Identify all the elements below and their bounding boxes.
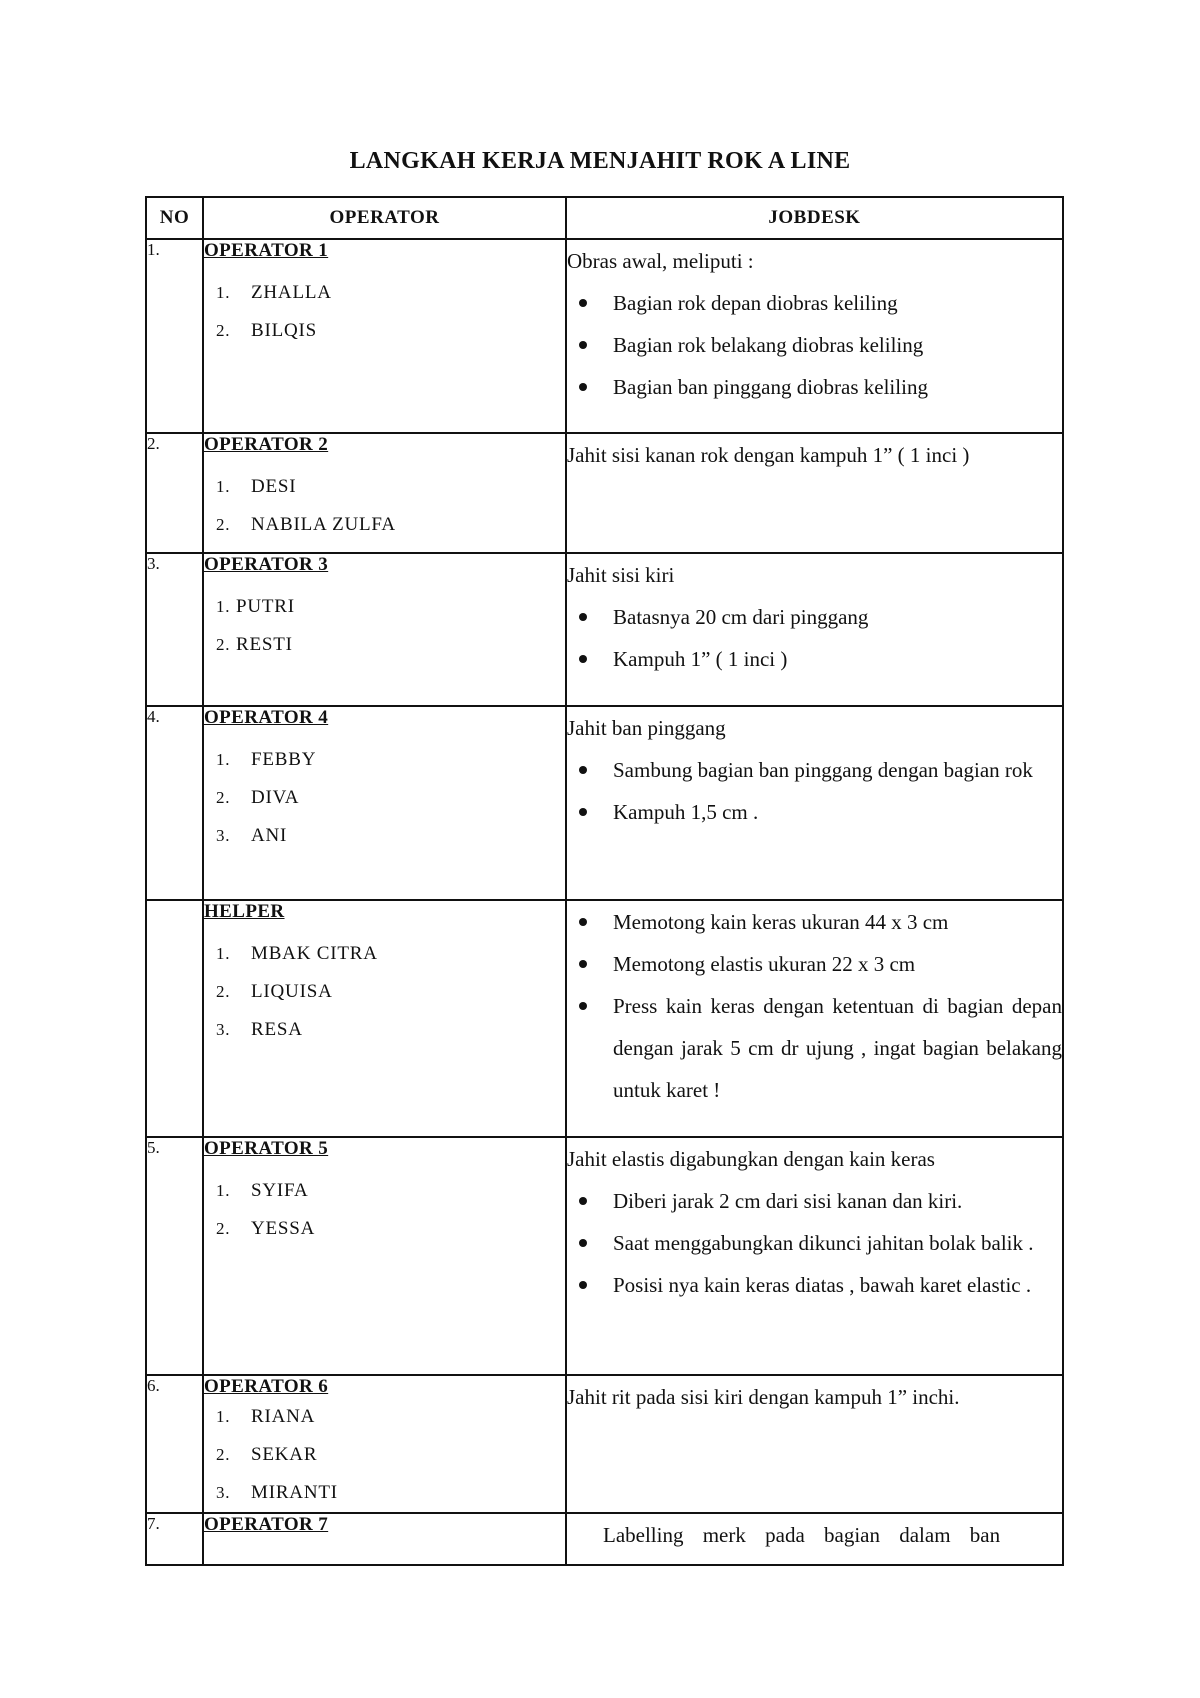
member-list [204, 741, 565, 855]
member-name: MIRANTI [251, 1482, 338, 1503]
job-table [145, 196, 1064, 1566]
member-list [204, 588, 565, 664]
task-list [567, 1180, 1062, 1306]
operator-name: OPERATOR 1 [204, 240, 329, 261]
jobdesk-intro: Jahit ban pinggang [567, 716, 726, 740]
member-number: 1. [216, 944, 231, 963]
task-item: Memotong elastis ukuran 22 x 3 cm [567, 943, 1062, 985]
member-name: DESI [251, 476, 297, 497]
task-list [567, 749, 1062, 833]
member-name: RESA [251, 1019, 303, 1040]
member-number: 2. [216, 788, 231, 807]
task-item: Bagian ban pinggang diobras keliling [567, 366, 1062, 408]
member-name: SEKAR [251, 1444, 318, 1465]
jobdesk-cell [566, 433, 1063, 553]
jobdesk-intro: Jahit elastis digabungkan dengan kain keras [567, 1147, 935, 1171]
member-number: 1. [216, 1407, 231, 1426]
member-number: 2. [216, 1219, 231, 1238]
member-number: 2. [216, 982, 231, 1001]
jobdesk-intro: Jahit rit pada sisi kiri dengan kampuh 1” inchi. [567, 1385, 960, 1409]
member-name: PUTRI [236, 596, 295, 617]
member-item [204, 1436, 565, 1474]
member-item [204, 817, 565, 855]
member-name: LIQUISA [251, 981, 333, 1002]
operator-cell [203, 553, 566, 706]
member-number: 3. [216, 826, 231, 845]
row-number: 2. [146, 433, 203, 553]
task-item: Saat menggabungkan dikunci jahitan bolak balik . [567, 1222, 1062, 1264]
jobdesk-cell [566, 706, 1063, 900]
member-item [204, 312, 565, 350]
table-row [146, 553, 1063, 706]
member-item [204, 588, 565, 626]
member-name: YESSA [251, 1218, 316, 1239]
jobdesk-cell [566, 1513, 1063, 1565]
task-item: Kampuh 1,5 cm . [567, 791, 1062, 833]
member-number: 2. [216, 635, 231, 654]
task-item: Batasnya 20 cm dari pinggang [567, 596, 1062, 638]
member-list [204, 1172, 565, 1248]
member-number: 3. [216, 1483, 231, 1502]
member-item [204, 1172, 565, 1210]
task-list [567, 901, 1062, 1111]
operator-cell [203, 1137, 566, 1375]
member-number: 1. [216, 597, 231, 616]
jobdesk-cell [566, 239, 1063, 433]
task-item: Memotong kain keras ukuran 44 x 3 cm [567, 901, 1062, 943]
member-number: 2. [216, 321, 231, 340]
jobdesk-cell [566, 553, 1063, 706]
jobdesk-cell [566, 900, 1063, 1137]
operator-name: OPERATOR 7 [204, 1514, 329, 1535]
member-number: 1. [216, 750, 231, 769]
task-item: Posisi nya kain keras diatas , bawah karet elastic . [567, 1264, 1062, 1306]
jobdesk-intro: Jahit sisi kiri [567, 563, 675, 587]
table-row [146, 1375, 1063, 1513]
operator-name: OPERATOR 4 [204, 707, 329, 728]
table-row [146, 706, 1063, 900]
member-item [204, 506, 565, 544]
member-list [204, 935, 565, 1049]
member-number: 3. [216, 1020, 231, 1039]
task-item: Sambung bagian ban pinggang dengan bagian rok [567, 749, 1062, 791]
member-list [204, 274, 565, 350]
task-list [567, 282, 1062, 408]
operator-cell [203, 1513, 566, 1565]
member-number: 2. [216, 1445, 231, 1464]
operator-cell [203, 1375, 566, 1513]
operator-name: OPERATOR 3 [204, 554, 329, 575]
operator-cell [203, 433, 566, 553]
member-item [204, 935, 565, 973]
member-item [204, 1474, 565, 1512]
member-item [204, 973, 565, 1011]
operator-cell [203, 706, 566, 900]
row-number: 7. [146, 1513, 203, 1565]
operator-name: OPERATOR 5 [204, 1138, 329, 1159]
operator-name: HELPER [204, 901, 285, 922]
table-header-row [146, 197, 1063, 239]
operator-name: OPERATOR 2 [204, 434, 329, 455]
member-name: RESTI [236, 634, 293, 655]
jobdesk-intro: Obras awal, meliputi : [567, 249, 754, 273]
row-number: 5. [146, 1137, 203, 1375]
task-item: Diberi jarak 2 cm dari sisi kanan dan kiri. [567, 1180, 1062, 1222]
table-row [146, 1137, 1063, 1375]
member-item [204, 741, 565, 779]
operator-cell [203, 239, 566, 433]
jobdesk-intro: Labelling merk pada bagian dalam ban [603, 1523, 1001, 1547]
table-row [146, 1513, 1063, 1565]
header-jobdesk: JOBDESK [566, 197, 1063, 239]
row-number: 4. [146, 706, 203, 900]
header-operator: OPERATOR [203, 197, 566, 239]
member-name: FEBBY [251, 749, 317, 770]
member-item [204, 468, 565, 506]
member-name: RIANA [251, 1406, 316, 1427]
task-item: Bagian rok belakang diobras keliling [567, 324, 1062, 366]
member-name: BILQIS [251, 320, 318, 341]
member-item [204, 626, 565, 664]
task-item: Press kain keras dengan ketentuan di bagian depan dengan jarak 5 cm dr ujung , ingat bagian belakang untuk karet ! [567, 985, 1062, 1111]
member-list [204, 1398, 565, 1512]
member-list [204, 468, 565, 544]
task-item: Kampuh 1” ( 1 inci ) [567, 638, 1062, 680]
task-item: Bagian rok depan diobras keliling [567, 282, 1062, 324]
member-number: 1. [216, 477, 231, 496]
member-item [204, 274, 565, 312]
member-item [204, 1398, 565, 1436]
row-number: 3. [146, 553, 203, 706]
member-item [204, 1011, 565, 1049]
header-no: NO [146, 197, 203, 239]
table-row [146, 433, 1063, 553]
operator-cell [203, 900, 566, 1137]
operator-name: OPERATOR 6 [204, 1376, 329, 1397]
member-number: 2. [216, 515, 231, 534]
table-row [146, 900, 1063, 1137]
member-item [204, 779, 565, 817]
jobdesk-intro: Jahit sisi kanan rok dengan kampuh 1” ( 1 inci ) [567, 443, 970, 467]
member-number: 1. [216, 1181, 231, 1200]
jobdesk-cell [566, 1137, 1063, 1375]
member-name: MBAK CITRA [251, 943, 378, 964]
table-row [146, 239, 1063, 433]
member-name: DIVA [251, 787, 300, 808]
member-item [204, 1210, 565, 1248]
jobdesk-cell [566, 1375, 1063, 1513]
document-title: LANGKAH KERJA MENJAHIT ROK A LINE [349, 148, 851, 174]
member-name: ANI [251, 825, 288, 846]
row-number [146, 900, 203, 1137]
member-number: 1. [216, 283, 231, 302]
member-name: SYIFA [251, 1180, 309, 1201]
member-name: ZHALLA [251, 282, 332, 303]
task-list [567, 596, 1062, 680]
row-number: 6. [146, 1375, 203, 1513]
member-name: NABILA ZULFA [251, 514, 396, 535]
row-number: 1. [146, 239, 203, 433]
